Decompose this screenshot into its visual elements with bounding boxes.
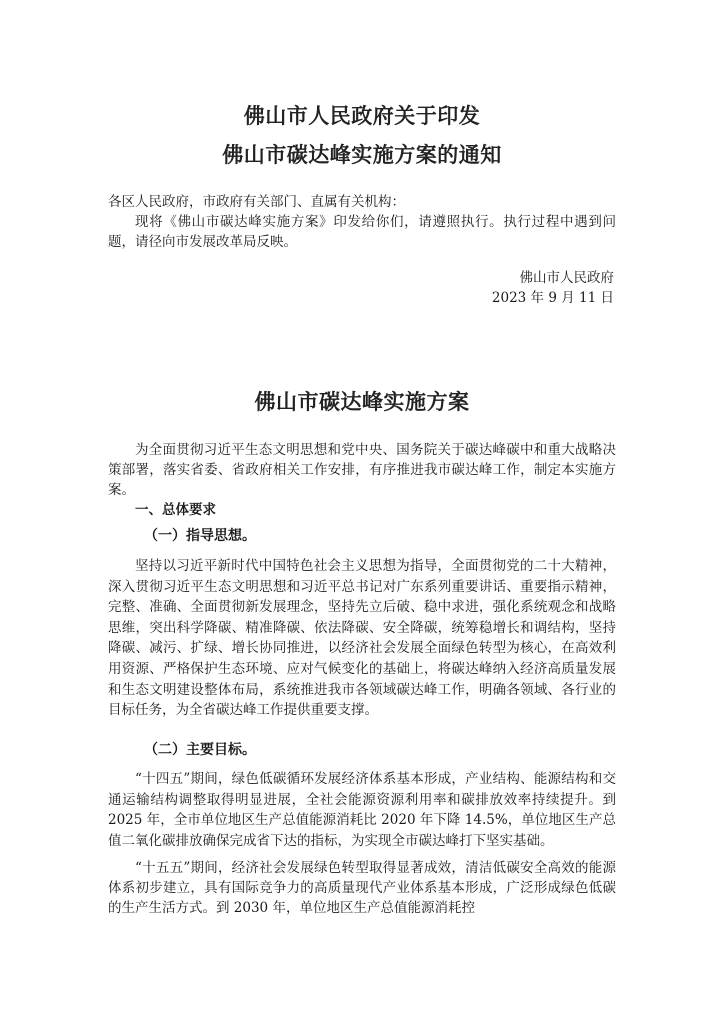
issuer-name: 佛山市人民政府: [519, 270, 614, 286]
plan-title: 佛山市碳达峰实施方案: [254, 390, 470, 414]
main-targets-paragraph-2: “十五五”期间，经济社会发展绿色转型取得显著成效，清洁低碳安全高效的能源体系初步建立，具有国际竞争力的高质量现代产业体系基本形成，广泛形成绿色低碳的生产生活方式。到 2030 年，单位地区生产总值能源消耗控: [108, 860, 616, 916]
plan-intro: 为全面贯彻习近平生态文明思想和党中央、国务院关于碳达峰碳中和重大战略决策部署，落实省委、省政府相关工作安排，有序推进我市碳达峰工作，制定本实施方案。: [108, 442, 616, 498]
notice-salutation: 各区人民政府，市政府有关部门、直属有关机构：: [108, 194, 405, 210]
notice-title-line2: 佛山市碳达峰实施方案的通知: [222, 143, 502, 167]
subsection-heading-guiding-ideology: （一）指导思想。: [144, 528, 256, 544]
subsection-heading-main-targets: （二）主要目标。: [144, 742, 256, 758]
guiding-ideology-paragraph: 坚持以习近平新时代中国特色社会主义思想为指导，全面贯彻党的二十大精神，深入贯彻习近平生态文明思想和习近平总书记对广东系列重要讲话、重要指示精神，完整、准确、全面贯彻新发展理念，坚持先立后破、稳中求进，强化系统观念和战略思维，突出科学降碳、精准降碳、依法降碳、安全降碳，统筹稳增长和调结构，坚持降碳、减污、扩绿、增长协同推进，以经济社会发展全面绿色转型为核心，在高效利用资源、严格保护生态环境、应对气候变化的基础上，将碳达峰纳入经济高质量发展和生态文明建设整体布局，系统推进我市各领域碳达峰工作，明确各领域、各行业的目标任务，为全省碳达峰工作提供重要支撑。: [108, 558, 616, 719]
notice-body: 现将《佛山市碳达峰实施方案》印发给你们，请遵照执行。执行过程中遇到问题，请径向市发展改革局反映。: [108, 214, 616, 250]
notice-title-line1: 佛山市人民政府关于印发: [243, 104, 481, 128]
notice-signature: [492, 268, 614, 308]
issue-date: 2023 年 9 月 11 日: [491, 290, 614, 306]
section-heading-general-requirements: 一、总体要求: [135, 502, 216, 518]
main-targets-paragraph-1: “十四五”期间，绿色低碳循环发展经济体系基本形成，产业结构、能源结构和交通运输结构调整取得明显进展，全社会能源资源利用率和碳排放效率持续提升。到 2025 年，全市单位地区生产总值能源消耗比 2020 年下降 14.5%，单位地区生产总值二氧化碳排放确保完成省下达的指标，为实现全市碳达峰打下坚实基础。: [108, 771, 616, 849]
